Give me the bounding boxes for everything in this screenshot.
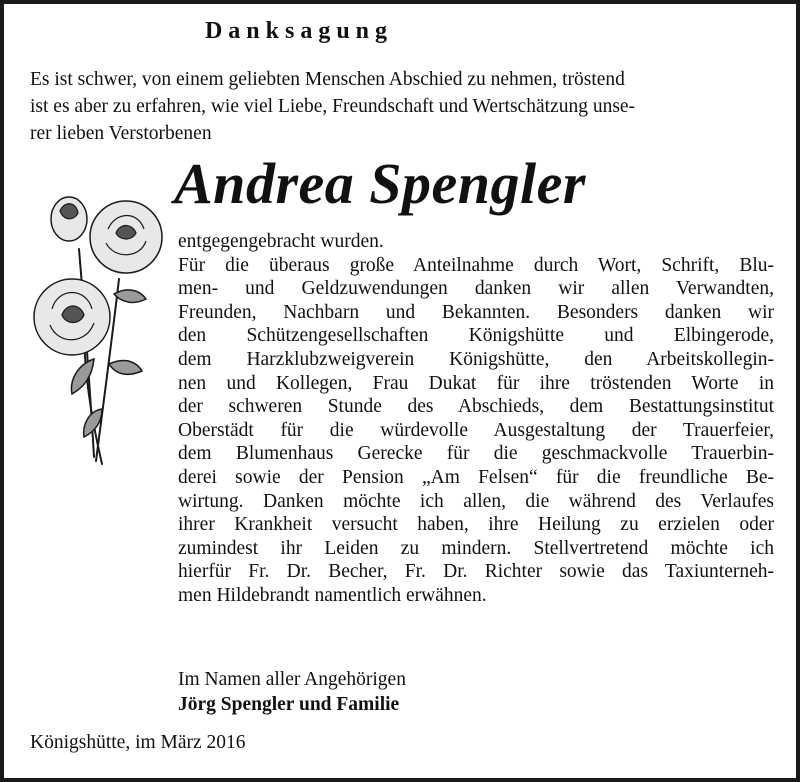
place-date: Königshütte, im März 2016 — [30, 732, 246, 753]
intro-line: rer lieben Verstorbenen — [30, 123, 212, 144]
body-line: ihrer Krankheit versucht haben, ihre Heilung zu erzielen oder — [178, 514, 774, 536]
intro-text — [30, 66, 770, 147]
body-line: zumindest ihr Leiden zu mindern. Stellvertretend möchte ich — [178, 537, 774, 559]
body-text — [178, 230, 774, 608]
on-behalf-line: Im Namen aller Angehörigen — [178, 669, 406, 690]
body-line: entgegengebracht wurden. — [178, 231, 384, 252]
intro-line: ist es aber zu erfahren, wie viel Liebe, Freundschaft und Wertschätzung unse- — [30, 96, 636, 117]
body-line: Oberstädt für die würdevolle Ausgestaltung der Trauerfeier, — [178, 419, 774, 441]
body-line: dem Blumenhaus Gerecke für die geschmackvolle Trauerbin- — [178, 443, 774, 465]
body-line: men Hildebrandt namentlich erwähnen. — [178, 584, 487, 606]
heading: Danksagung — [204, 18, 394, 44]
body-line: dem Harzklubzweigverein Königshütte, den Arbeitskollegin- — [178, 348, 774, 370]
deceased-name: Andrea Spengler — [174, 151, 586, 216]
body-line: derei sowie der Pension „Am Felsen“ für die freundliche Be- — [178, 466, 774, 488]
body-line: nen und Kollegen, Frau Dukat für ihre tröstenden Worte in — [178, 372, 774, 394]
body-line: wirtung. Danken möchte ich allen, die während des Verlaufes — [178, 490, 774, 512]
body-line: men- und Geldzuwendungen danken wir allen Verwandten, — [178, 278, 774, 300]
body-line: Freunden, Nachbarn und Bekannten. Besonders danken wir — [178, 301, 774, 323]
closing — [178, 667, 406, 717]
body-line: Für die überaus große Anteilnahme durch Wort, Schrift, Blu- — [178, 254, 774, 276]
family-signature: Jörg Spengler und Familie — [178, 694, 400, 715]
intro-line: Es ist schwer, von einem geliebten Menschen Abschied zu nehmen, tröstend — [30, 69, 625, 90]
body-line: hierfür Fr. Dr. Becher, Fr. Dr. Richter sowie das Taxiunterneh- — [178, 561, 774, 583]
roses-icon — [24, 189, 174, 469]
body-line: der schweren Stunde des Abschieds, dem Bestattungsinstitut — [178, 396, 774, 418]
body-line: den Schützengesellschaften Königshütte und Elbingerode, — [178, 325, 774, 347]
